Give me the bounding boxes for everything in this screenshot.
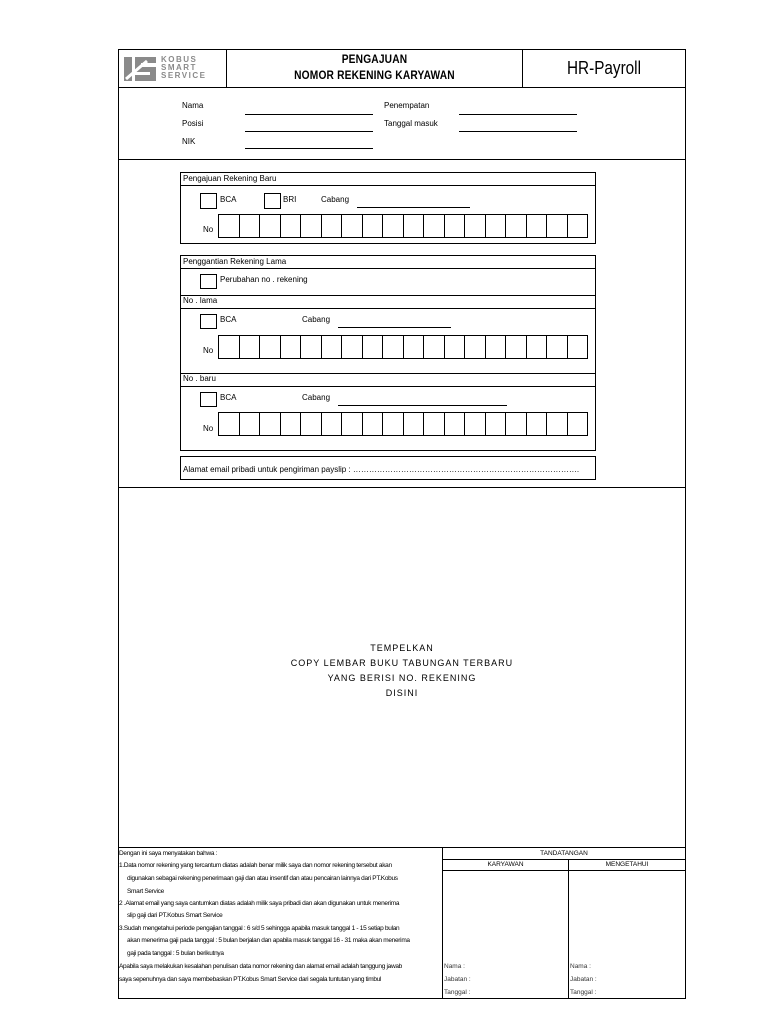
logo-text-1: KOBUS [161,55,198,64]
signature-title: TANDATANGAN [540,850,588,857]
label-cabang-old: Cabang [302,315,331,324]
company-logo-mark [123,55,157,83]
signature-col-employee: KARYAWAN [487,861,524,868]
employee-signature-area[interactable] [443,871,568,963]
new-account-title-divider [181,185,595,186]
input-nik[interactable] [245,148,373,149]
label-no-replace: No [203,424,214,433]
label-nik: NIK [182,137,196,146]
new-account-section [180,172,596,244]
label-old-number: No . lama [183,296,218,305]
department-label: HR-Payroll [567,58,641,78]
statement-line-6: 3.Sudah mengetahui periode pengajian tanggal : 6 s/d 5 sehingga apabila masuk tanggal 1 - 15 setiap bulan [119,925,400,932]
input-posisi[interactable] [245,131,373,132]
logo-text-2: SMART [161,63,197,72]
signature-col-acknowledged: MENGETAHUI [605,861,649,868]
acknowledged-jabatan: Jabatan : [570,976,597,983]
acknowledged-signature-area[interactable] [569,871,685,963]
label-bca-old: BCA [220,315,237,324]
input-tanggal-masuk[interactable] [459,131,577,132]
company-logo [123,54,223,84]
employee-tanggal: Tanggal : [444,989,471,996]
paste-area-top-divider [119,487,685,488]
form-frame [118,49,686,999]
input-nama[interactable] [245,114,373,115]
old-divider [181,308,595,309]
new-number-divider [181,386,595,387]
label-posisi: Posisi [182,119,204,128]
label-no-new: No [203,225,214,234]
logo-text-3: SERVICE [161,71,207,80]
paste-line-1: TEMPELKAN [370,643,434,653]
label-tanggal-masuk: Tanggal masuk [384,119,438,128]
input-cabang-old[interactable] [338,327,451,328]
employee-jabatan: Jabatan : [444,976,471,983]
input-cabang-new[interactable] [357,207,470,208]
statement-line-0: Dengan ini saya menyatakan bahwa : [119,850,218,857]
statement-line-5: slip gaji dari PT.Kobus Smart Service [127,912,223,919]
label-change-account: Perubahan no . rekening [220,275,308,284]
acknowledged-nama: Nama : [570,963,591,970]
replace-account-section [180,255,596,451]
statement-line-7: akan menerima gaji pada tanggal : 5 bulan berjalan dan apabila masuk tanggal 16 - 31 maka akan menerima [127,937,410,944]
checkbox-bca-replace[interactable] [200,392,217,407]
account-number-cells-new[interactable] [218,214,588,238]
title-line-2: NOMOR REKENING KARYAWAN [294,68,455,82]
paste-line-4: DISINI [385,688,419,698]
new-account-title: Pengajuan Rekening Baru [183,174,277,183]
checkbox-bca-new[interactable] [200,193,217,209]
header-divider-v2 [522,50,523,87]
label-nama: Nama [182,101,204,110]
statement-line-4: 2 .Alamat email yang saya cantumkan diatas adalah milik saya pribadi dan akan digunakan untuk menerima [119,900,400,907]
employee-nama: Nama : [444,963,465,970]
email-section[interactable] [180,456,596,480]
statement-line-10: saya sepenuhnya dan saya membebaskan PT.Kobus Smart Service dari segala tuntutan yang timbul [119,976,382,983]
label-cabang-new: Cabang [321,195,350,204]
label-no-old: No [203,346,214,355]
header-divider [119,87,685,88]
paste-line-3: YANG BERISI NO. REKENING [327,673,477,683]
label-bca-new: BCA [220,195,237,204]
input-penempatan[interactable] [459,114,577,115]
checkbox-bri-new[interactable] [264,193,281,209]
statement-line-8: gaji pada tanggal : 5 bulan berikutnya [127,950,224,957]
account-number-cells-replace[interactable] [218,412,588,436]
form-title [227,52,522,82]
checkbox-change-account[interactable] [200,274,217,289]
checkbox-bca-old[interactable] [200,314,217,329]
label-bri-new: BRI [283,195,297,204]
replace-account-title: Penggantian Rekening Lama [183,257,287,266]
statement-line-3: Smart Service [127,888,164,895]
change-divider [181,295,595,296]
email-line: Alamat email pribadi untuk pengiriman payslip : …………………………………………………………………………. [183,465,580,474]
replace-title-divider [181,268,595,269]
input-cabang-replace[interactable] [338,405,507,406]
label-penempatan: Penempatan [384,101,430,110]
statement-line-1: 1.Data nomor rekening yang tercantum diatas adalah benar milik saya dan nomor rekening tersebut akan [119,862,392,869]
label-bca-replace: BCA [220,393,237,402]
paste-line-2: COPY LEMBAR BUKU TABUNGAN TERBARU [290,658,514,668]
statement-line-9: Apabila saya melakukan kesalahan penulisan data nomor rekening dan alamat email adalah tanggung jawab [119,963,402,970]
new-number-divider-top [181,373,595,374]
title-line-1: PENGAJUAN [341,52,408,66]
identity-divider [119,159,685,160]
statement-line-2: digunakan sebagai rekening penerimaan gaji dan atau insentif dan atau pencairan lainnya dari PT.Kobus [127,875,398,882]
label-new-number: No . baru [183,374,216,383]
account-number-cells-old[interactable] [218,335,588,359]
paste-area-instructions [119,641,685,701]
acknowledged-tanggal: Tanggal : [570,989,597,996]
label-cabang-replace: Cabang [302,393,331,402]
